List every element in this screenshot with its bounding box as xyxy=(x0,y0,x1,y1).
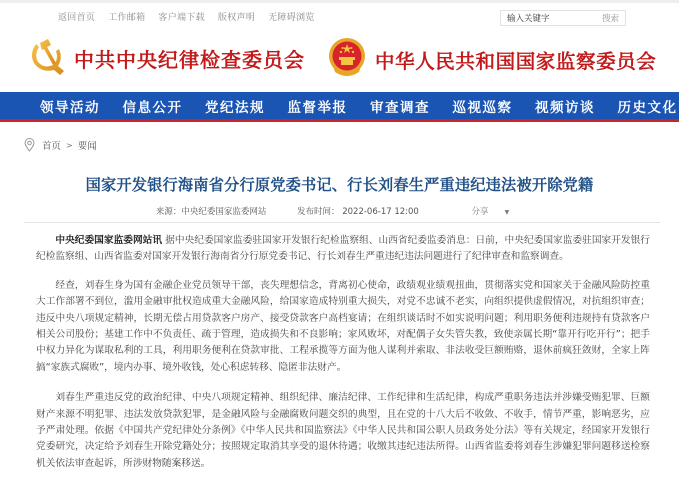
ccdi-brand[interactable] xyxy=(26,36,305,80)
share-button[interactable] xyxy=(458,207,524,217)
national-emblem-icon xyxy=(327,36,367,84)
nav-party-regulations[interactable]: 党纪法规 xyxy=(205,99,265,116)
article-title: 国家开发银行海南省分行原党委书记、行长刘春生严重违纪违法被开除党籍 xyxy=(85,176,594,194)
search-input[interactable] xyxy=(507,13,587,23)
article-lead: 中央纪委国家监委网站讯 xyxy=(55,235,163,246)
link-home[interactable]: 返回首页 xyxy=(58,13,96,23)
article-body xyxy=(36,233,650,482)
nav-inspection[interactable]: 巡视巡察 xyxy=(452,99,513,116)
article-paragraph: 刘春生严重违反党的政治纪律、中央八项规定精神、组织纪律、廉洁纪律、工作纪律和生活纪律，构成严重职务违法并涉嫌受贿犯罪、巨额财产来源不明犯罪、违法发放贷款犯罪，是金融风险与金融腐败问题交织的典型，且在党的十八大后不收敛、不收手，情节严重，影响恶劣，应予严肃处理。依据《中国共产党纪律处分条例》《中华人民共和国监察法》《中华人民共和国公职人员政务处分法》等有关规定，经国家开发银行党委研究，决定给予刘春生开除党籍处分；按照规定取消其享受的退休待遇；收缴其违纪违法所得。山西省监委将刘春生涉嫌犯罪问题移送检察机关依法审查起诉，所涉财物随案移送。 xyxy=(36,392,650,469)
nsc-name: 中华人民共和国国家监察委员会 xyxy=(375,50,657,73)
nav-history-culture[interactable]: 历史文化 xyxy=(617,99,678,116)
nsc-brand[interactable] xyxy=(327,36,656,84)
breadcrumb xyxy=(24,138,97,152)
nav-video-interviews[interactable]: 视频访谈 xyxy=(535,99,595,116)
search-button[interactable]: 搜索 xyxy=(601,14,619,24)
article-meta xyxy=(0,205,679,217)
nav-review-investigation[interactable]: 审查调查 xyxy=(370,99,430,116)
party-emblem-icon xyxy=(26,36,66,80)
link-work-email[interactable]: 工作邮箱 xyxy=(108,13,146,23)
nav-information-disclosure[interactable]: 信息公开 xyxy=(122,99,183,116)
search-box xyxy=(500,10,626,26)
breadcrumb-separator: > xyxy=(66,140,73,150)
location-pin-icon xyxy=(24,138,35,152)
article-paragraph xyxy=(36,233,650,266)
paragraph-text: 据中央纪委国家监委驻国家开发银行纪检监察组、山西省纪委监委消息：日前，中央纪委国家监委驻国家开发银行纪检监察组、山西省监委对国家开发银行海南省分行原党委书记、行长刘春生严重违纪违法问题进行了纪律审查和监察调查。 xyxy=(36,235,650,263)
link-accessibility[interactable]: 无障碍浏览 xyxy=(268,13,315,23)
top-links xyxy=(58,10,328,23)
breadcrumb-news[interactable]: 要闻 xyxy=(77,141,97,152)
article-source: 来源：中央纪委国家监委网站 xyxy=(155,207,267,217)
article-paragraph: 经查，刘春生身为国有金融企业党员领导干部，丧失理想信念，背离初心使命，政绩观业绩观扭曲，贯彻落实党和国家关于金融风险防控重大工作部署不到位，滥用金融审批权造成重大金融风险，给国家造成特别重大损失，对党不忠诚不老实，向组织提供虚假情况，对抗组织审查；违反中央八项规定精神，长期无偿占用贷款客户房产、接受贷款客户高档宴请；在组织谈话时不如实说明问题；利用职务便利违规持有贷款客户相关公司股份；基建工作中不负责任、疏于管理，造成损失和不良影响；家风败坏，对配偶子女失管失教，致使亲属长期“靠开行吃开行”；把手中权力异化为谋取私利的工具，利用职务便利在贷款审批、工程承揽等方面为他人谋利并索取、非法收受巨额贿赂，退休前疯狂敛财，全家上阵搞“家族式腐败”，境内办事、境外收钱，处心积虑转移、隐匿非法财产。 xyxy=(36,279,650,373)
masthead xyxy=(0,30,679,92)
link-client-download[interactable]: 客户端下载 xyxy=(158,13,205,23)
link-copyright[interactable]: 版权声明 xyxy=(217,13,256,23)
share-label: 分享 xyxy=(471,207,489,217)
chevron-down-icon: ▼ xyxy=(504,209,510,216)
top-utility-bar xyxy=(0,0,679,30)
header-divider xyxy=(24,222,660,223)
ccdi-name: 中共中央纪律检查委员会 xyxy=(74,47,305,72)
article-publish-time: 发布时间： 2022-06-17 12:00 xyxy=(297,207,419,217)
nav-supervision-report[interactable]: 监督举报 xyxy=(287,99,348,116)
main-nav xyxy=(0,92,679,122)
nav-leadership-activities[interactable]: 领导活动 xyxy=(40,99,100,116)
breadcrumb-home[interactable]: 首页 xyxy=(42,141,62,152)
